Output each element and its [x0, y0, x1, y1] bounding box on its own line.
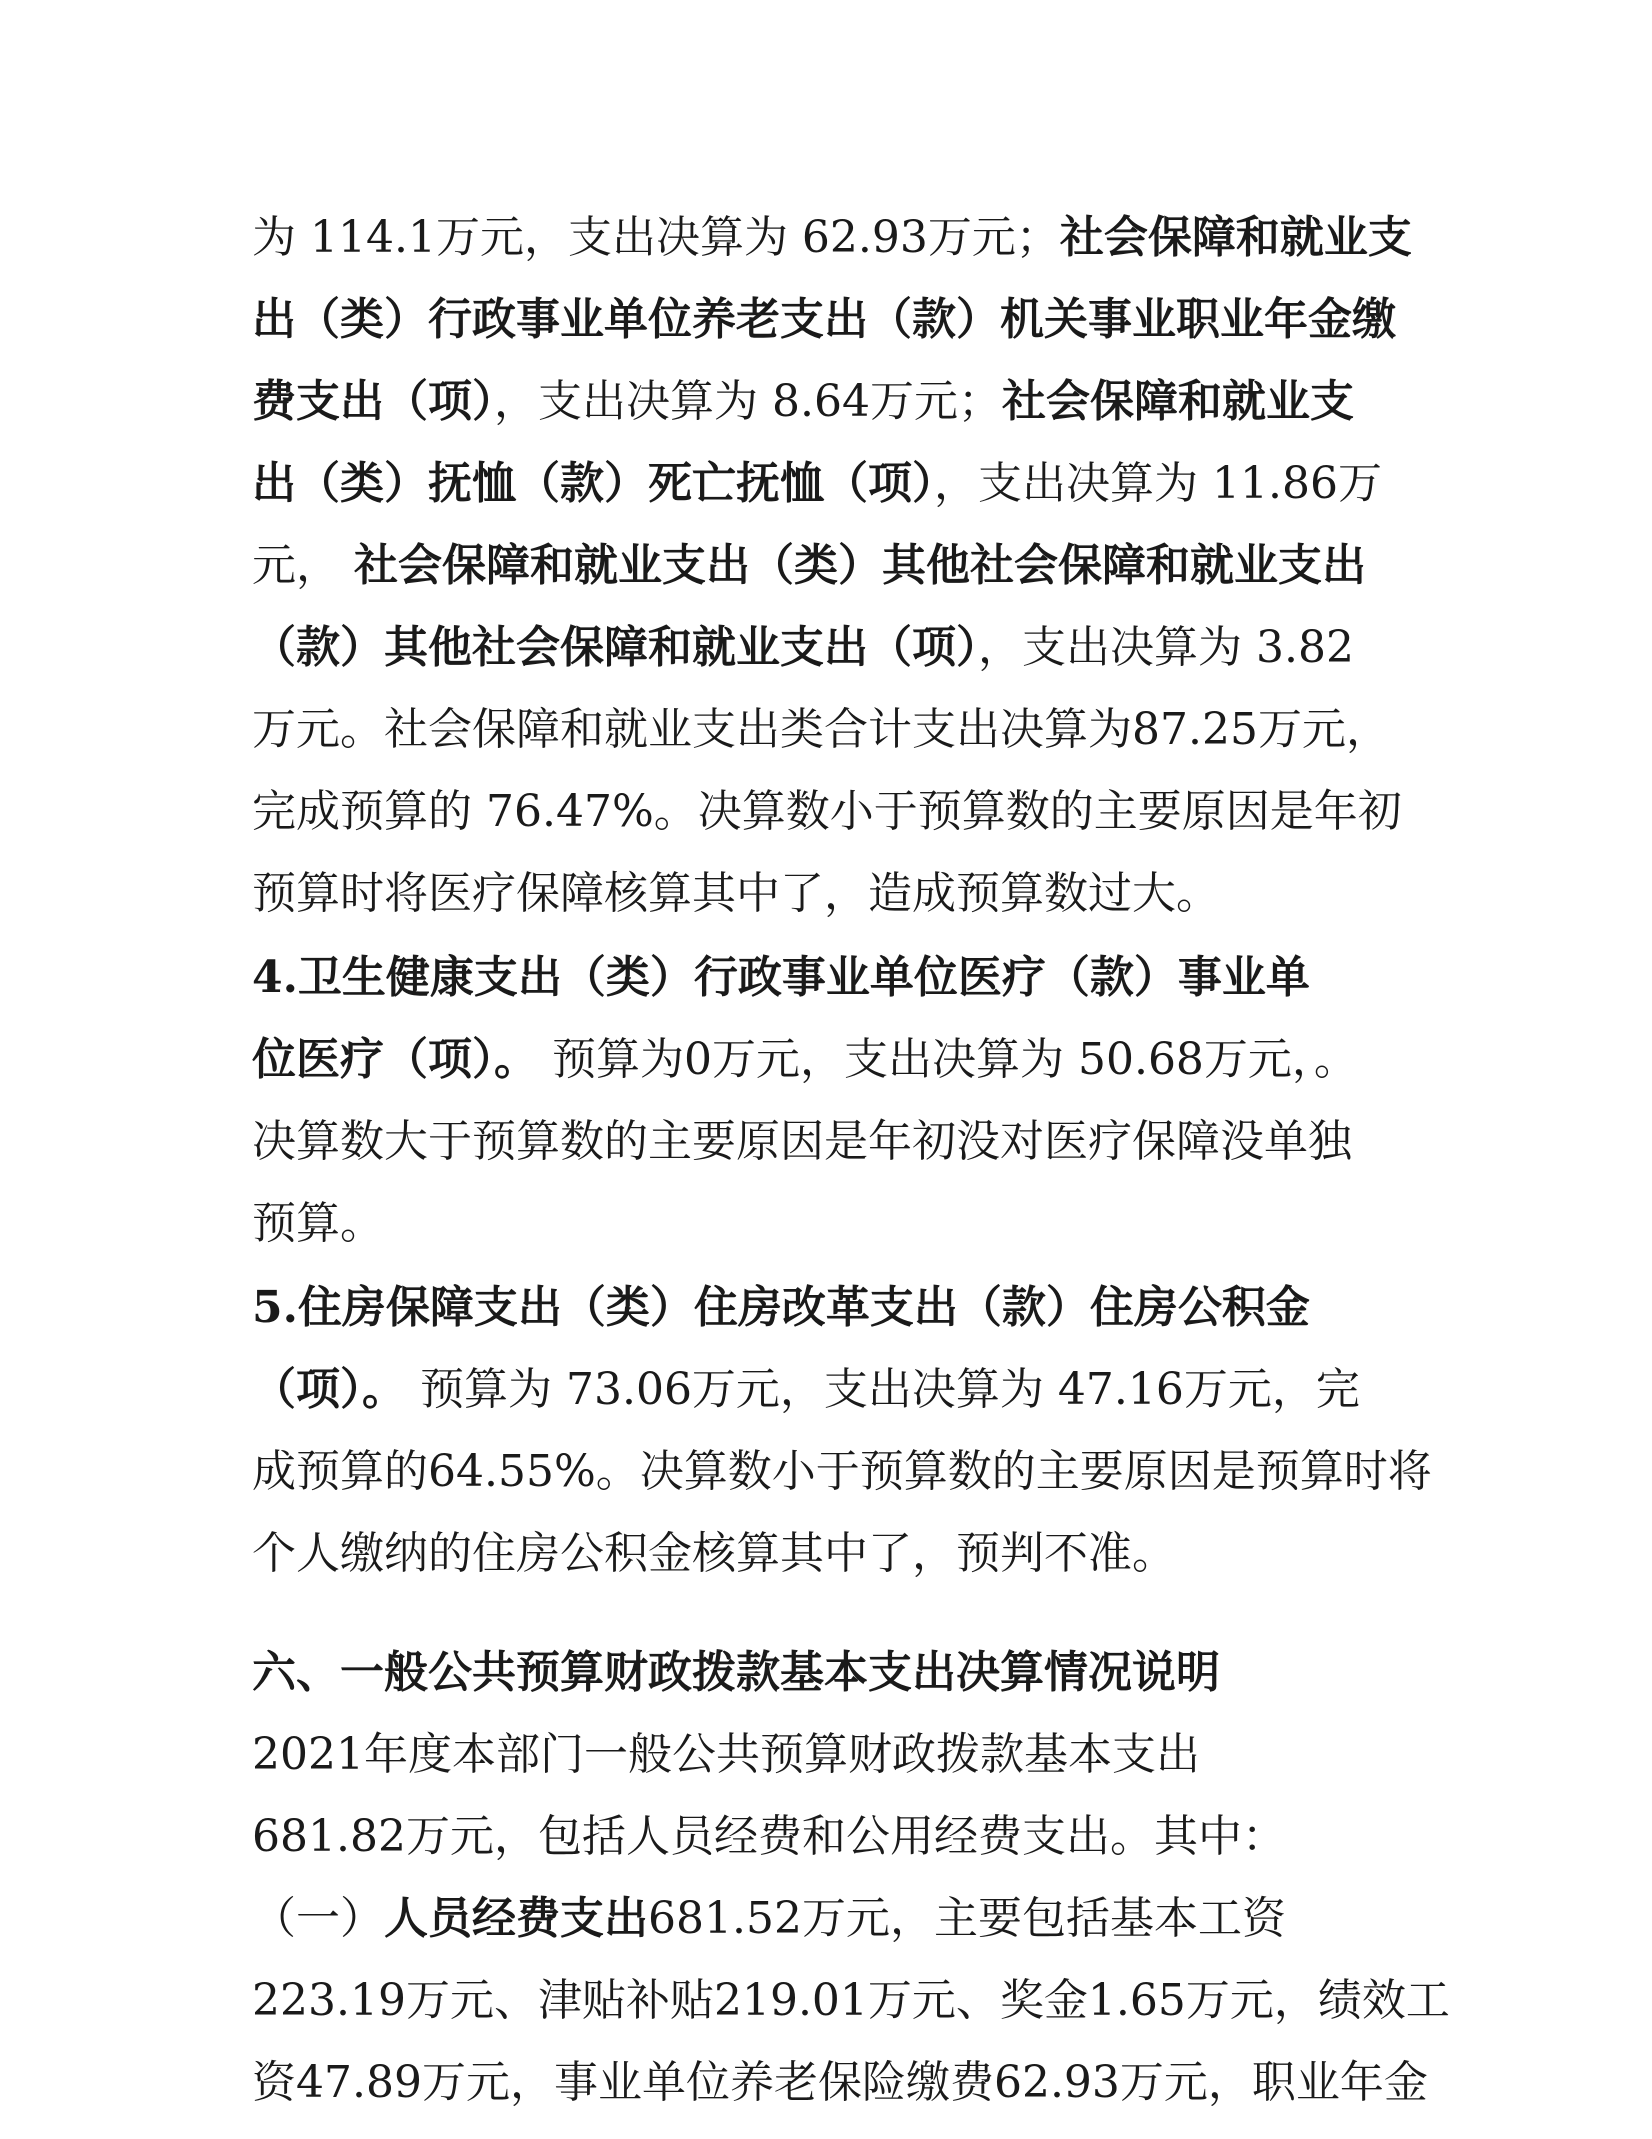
text-segment: （项）。	[252, 1364, 406, 1415]
text-line	[252, 1196, 1402, 1252]
text-segment: 预算为0万元，支出决算为 50.68万元，。	[538, 1034, 1358, 1085]
text-segment: 资47.89万元，事业单位养老保险缴费62.93万元，职业年金	[252, 2057, 1428, 2108]
text-segment: ，支出决算为 8.64万元；	[494, 376, 1002, 427]
text-segment: 社会保障和就业支出（类）其他社会保障和就业支出	[354, 540, 1366, 591]
text-line	[252, 538, 1402, 594]
text-segment: 费支出（项）	[252, 376, 494, 427]
text-segment: 成预算的64.55%。决算数小于预算数的主要原因是预算时将	[252, 1446, 1432, 1497]
text-segment: （款）其他社会保障和就业支出（项）	[252, 622, 978, 673]
text-segment: 位医疗（项）。	[252, 1034, 538, 1085]
text-line	[252, 1526, 1402, 1582]
section-heading: 六、一般公共预算财政拨款基本支出决算情况说明	[252, 1647, 1220, 1698]
text-segment: 出（类）抚恤（款）死亡抚恤（项）	[252, 458, 934, 509]
text-segment: 681.52万元，主要包括基本工资	[648, 1893, 1286, 1944]
text-line	[252, 1114, 1402, 1170]
text-segment: 预算为 73.06万元，支出决算为 47.16万元，完	[406, 1364, 1360, 1415]
text-line	[252, 1444, 1432, 1500]
text-line	[252, 1891, 1402, 1947]
text-segment: 为 114.1万元，支出决算为 62.93万元；	[252, 212, 1060, 263]
text-segment: 681.82万元，包括人员经费和公用经费支出。其中：	[252, 1811, 1286, 1862]
text-line	[252, 374, 1402, 430]
text-segment: 预算。	[252, 1198, 384, 1249]
text-line	[252, 1645, 1402, 1701]
text-segment: 人员经费支出	[384, 1893, 648, 1944]
text-segment: 个人缴纳的住房公积金核算其中了，预判不准。	[252, 1528, 1176, 1579]
text-segment: 5.住房保障支出（类）住房改革支出（款）住房公积金	[252, 1282, 1310, 1333]
text-segment: ，支出决算为 11.86万	[934, 458, 1382, 509]
text-segment: 社会保障和就业支	[1001, 376, 1354, 427]
text-line	[252, 620, 1402, 676]
text-segment: 元，	[252, 540, 354, 591]
text-line	[252, 1973, 1450, 2029]
text-line	[252, 866, 1402, 922]
text-segment: 决算数大于预算数的主要原因是年初没对医疗保障没单独	[252, 1116, 1352, 1167]
text-line	[252, 1362, 1402, 1418]
text-segment: 4.卫生健康支出（类）行政事业单位医疗（款）事业单	[252, 952, 1310, 1003]
text-segment: （一）	[252, 1893, 384, 1944]
text-line	[252, 784, 1402, 840]
text-segment: 万元。社会保障和就业支出类合计支出决算为87.25万元，	[252, 704, 1390, 755]
text-segment: 223.19万元、津贴补贴219.01万元、奖金1.65万元，绩效工	[252, 1975, 1450, 2026]
text-segment: 出（类）行政事业单位养老支出（款）机关事业职业年金缴	[252, 294, 1396, 345]
text-segment: 预算时将医疗保障核算其中了，造成预算数过大。	[252, 868, 1220, 919]
text-line	[252, 1727, 1402, 1783]
text-line	[252, 210, 1412, 266]
text-line	[252, 292, 1402, 348]
text-line	[252, 950, 1402, 1006]
text-line	[252, 702, 1402, 758]
text-line	[252, 1809, 1402, 1865]
text-segment: 社会保障和就业支	[1059, 212, 1412, 263]
text-segment: 完成预算的 76.47%。决算数小于预算数的主要原因是年初	[252, 786, 1402, 837]
text-line	[252, 1280, 1402, 1336]
text-line	[252, 456, 1402, 512]
text-segment: ，支出决算为 3.82	[978, 622, 1354, 673]
text-line	[252, 1032, 1402, 1088]
text-line	[252, 2055, 1428, 2111]
text-segment: 2021年度本部门一般公共预算财政拨款基本支出	[252, 1729, 1200, 1780]
